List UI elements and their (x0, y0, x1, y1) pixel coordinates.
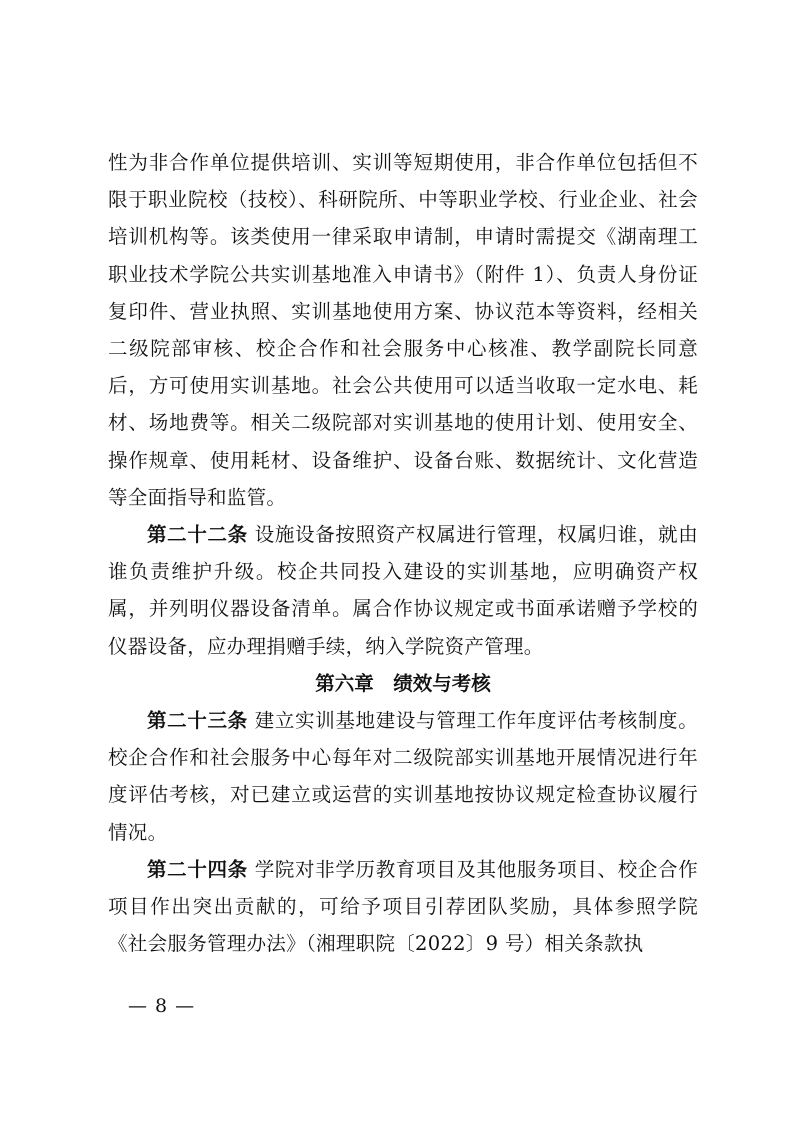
article-24-text: 学院对非学历教育项目及其他服务项目、校企合作项目作出突出贡献的，可给予项目引荐团队奖励，具体参照学院《社会服务管理办法》（湘理职院〔2022〕9 号）相关条款执 (108, 857, 698, 956)
article-23-text: 建立实训基地建设与管理工作年度评估考核制度。校企合作和社会服务中心每年对二级院部实训基地开展情况进行年度评估考核，对已建立或运营的实训基地按协议规定检查协议履行情况。 (108, 709, 698, 844)
article-23-number: 第二十三条 (147, 709, 248, 733)
paragraph-continuation: 性为非合作单位提供培训、实训等短期使用，非合作单位包括但不限于职业院校（技校）、科研院所、中等职业学校、行业企业、社会培训机构等。该类使用一律采取申请制，申请时需提交《湖南理工职业技术学院公共实训基地准入申请书》（附件 1）、负责人身份证复印件、营业执照、实训基地使用方案、协议范本等资料，经相关二级院部审核、校企合作和社会服务中心核准、教学副院长同意后，方可使用实训基地。社会公共使用可以适当收取一定水电、耗材、场地费等。相关二级院部对实训基地的使用计划、使用安全、操作规章、使用耗材、设备维护、设备台账、数据统计、文化营造等全面指导和监管。 (108, 151, 698, 509)
chapter-heading: 第六章 绩效与考核 (315, 671, 491, 695)
article-23 (108, 702, 698, 851)
body-text (108, 144, 698, 962)
article-22-number: 第二十二条 (147, 523, 248, 547)
article-24-number: 第二十四条 (147, 857, 248, 881)
page-number: — 8 — (128, 995, 196, 1017)
article-22-text: 设施设备按照资产权属进行管理，权属归谁，就由谁负责维护升级。校企共同投入建设的实训基地，应明确资产权属，并列明仪器设备清单。属合作协议规定或书面承诺赠予学校的仪器设备，应办理捐赠手续，纳入学院资产管理。 (108, 523, 698, 658)
article-22 (108, 516, 698, 665)
article-24 (108, 851, 698, 963)
